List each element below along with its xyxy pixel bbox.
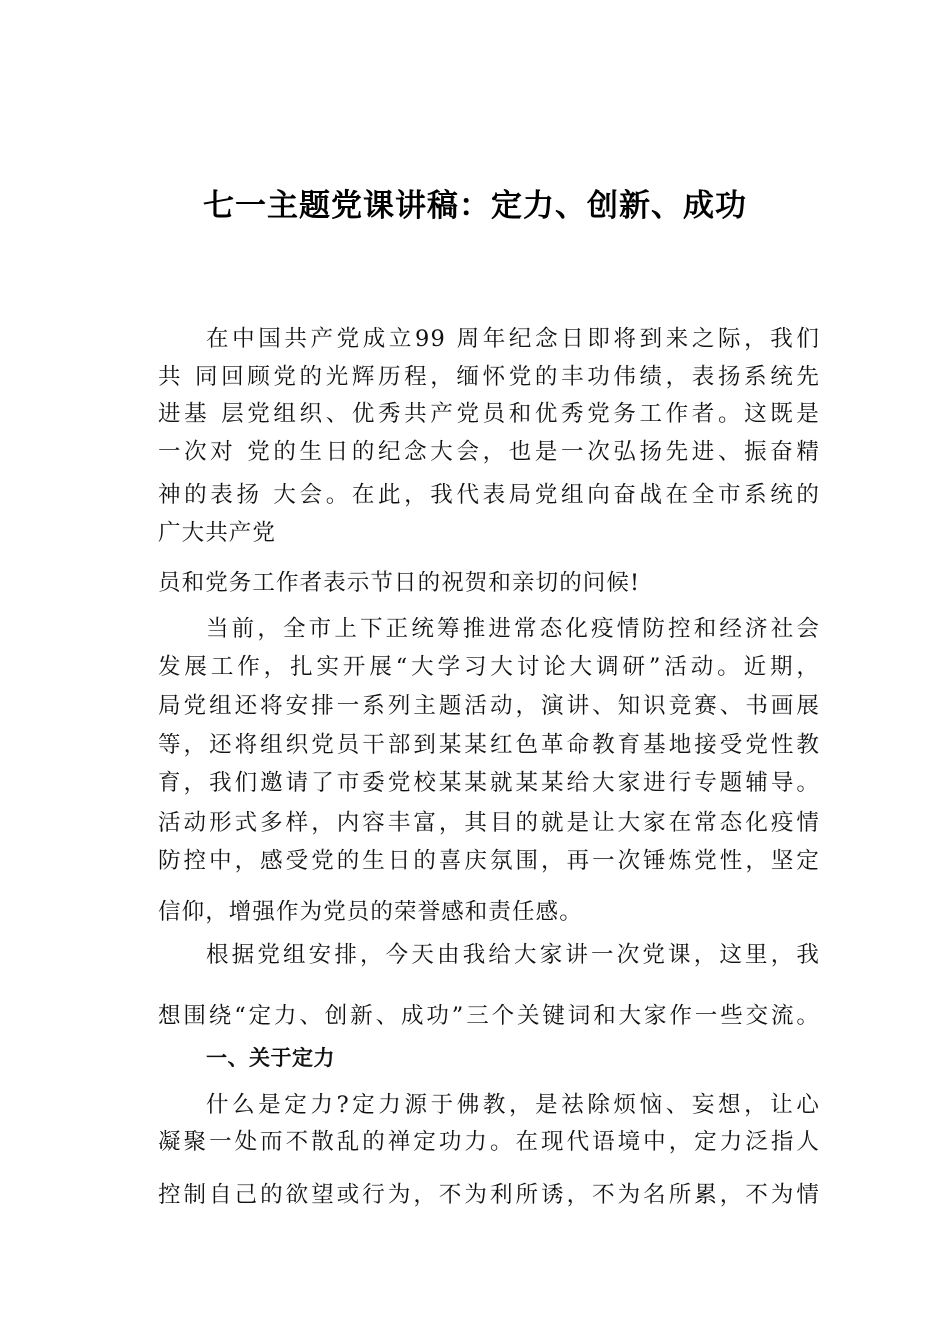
paragraph-1-line-6: 广大共产党 [158, 520, 277, 546]
paragraph-1-line-1: 在中国共产党成立99 周年纪念日即将到来之际，我们 [206, 326, 820, 352]
paragraph-3-line-2: 想围绕“定力、创新、成功”三个关键词和大家作一些交流。 [158, 1003, 820, 1029]
paragraph-2-line-3: 局党组还将安排一系列主题活动，演讲、知识竞赛、书画展 [158, 693, 820, 719]
paragraph-2-line-6: 活动形式多样，内容丰富，其目的就是让大家在常态化疫情 [158, 810, 820, 836]
paragraph-3-line-1: 根据党组安排，今天由我给大家讲一次党课，这里，我 [206, 942, 820, 968]
paragraph-1-line-3: 进基 层党组织、优秀共产党员和优秀党务工作者。这既是 [158, 401, 820, 427]
paragraph-1-line-5: 神的表扬 大会。在此，我代表局党组向奋战在全市系统的 [158, 482, 820, 508]
section-heading: 一、关于定力 [206, 1046, 335, 1070]
paragraph-4-line-2: 凝聚一处而不散乱的禅定功力。在现代语境中，定力泛指人 [158, 1129, 820, 1155]
paragraph-2-line-1: 当前，全市上下正统筹推进常态化疫情防控和经济社会 [206, 616, 820, 642]
paragraph-2-line-7: 防控中，感受党的生日的喜庆氛围，再一次锤炼党性，坚定 [158, 848, 820, 874]
paragraph-1-line-7: 员和党务工作者表示节日的祝贺和亲切的问候! [158, 570, 641, 596]
paragraph-2-line-4: 等，还将组织党员干部到某某红色革命教育基地接受党性教 [158, 732, 820, 758]
paragraph-1-line-4: 一次对 党的生日的纪念大会，也是一次弘扬先进、振奋精 [158, 439, 820, 465]
paragraph-2-line-2: 发展工作，扎实开展“大学习大讨论大调研”活动。近期， [158, 654, 820, 680]
paragraph-4-line-3: 控制自己的欲望或行为，不为利所诱，不为名所累，不为情 [158, 1182, 820, 1208]
paragraph-4-line-1: 什么是定力?定力源于佛教，是祛除烦恼、妄想，让心 [206, 1092, 820, 1118]
paragraph-1-line-2: 共 同回顾党的光辉历程，缅怀党的丰功伟绩，表扬系统先 [158, 364, 820, 390]
paragraph-2-line-8: 信仰，增强作为党员的荣誉感和责任感。 [158, 899, 583, 925]
paragraph-2-line-5: 育，我们邀请了市委党校某某就某某给大家进行专题辅导。 [158, 770, 820, 796]
document-title: 七一主题党课讲稿：定力、创新、成功 [203, 188, 747, 224]
